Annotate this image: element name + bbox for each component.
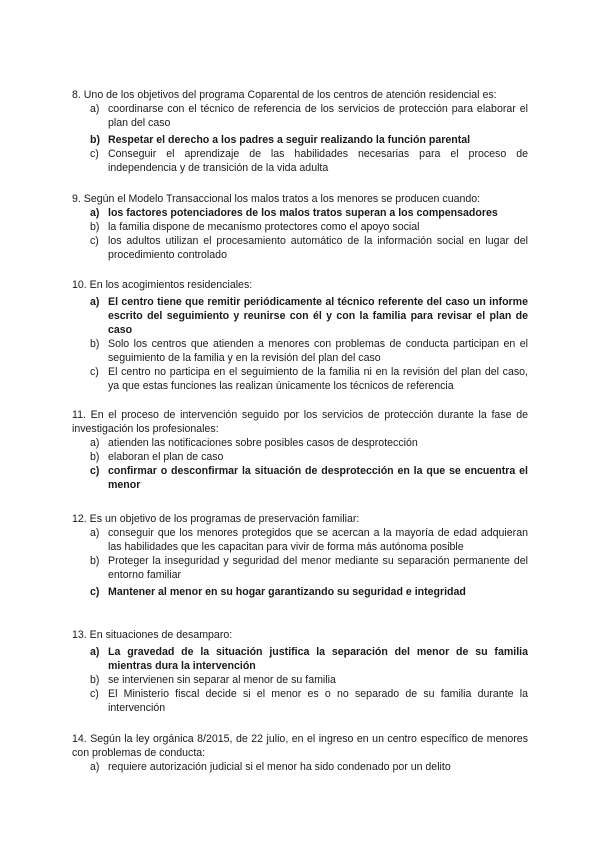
option-c-answer bbox=[72, 464, 528, 492]
option-label: b) bbox=[90, 451, 100, 463]
option-text: confirmar o desconfirmar la situación de desprotección en la que se encuentra el menor bbox=[108, 465, 528, 491]
option-text: la familia dispone de mecanismo protectores como el apoyo social bbox=[108, 221, 420, 233]
question-12 bbox=[72, 512, 528, 599]
option-label: b) bbox=[90, 134, 100, 146]
option-text: La gravedad de la situación justifica la separación del menor de su familia mientras dura la intervención bbox=[108, 646, 528, 672]
option-label: a) bbox=[90, 103, 100, 115]
option-label: c) bbox=[90, 148, 99, 160]
option-c bbox=[72, 687, 528, 715]
option-text: Conseguir el aprendizaje de las habilidades necesarias para el proceso de independencia y de transición de la vida adulta bbox=[108, 148, 528, 174]
option-list bbox=[72, 436, 528, 492]
question-stem: 12. Es un objetivo de los programas de preservación familiar: bbox=[72, 513, 360, 525]
question-stem: 11. En el proceso de intervención seguido por los servicios de protección durante la fase de investigación los profesionales: bbox=[72, 409, 528, 435]
option-label: c) bbox=[90, 366, 99, 378]
question-10 bbox=[72, 278, 528, 393]
question-stem: 8. Uno de los objetivos del programa Coparental de los centros de atención residencial es: bbox=[72, 89, 497, 101]
option-a bbox=[72, 526, 528, 554]
option-label: c) bbox=[90, 688, 99, 700]
option-b bbox=[72, 450, 528, 464]
question-11 bbox=[72, 408, 528, 492]
option-list bbox=[72, 295, 528, 393]
option-label: a) bbox=[90, 761, 100, 773]
option-text: conseguir que los menores protegidos que se acercan a la mayoría de edad adquieran las habilidades que les capacitan para vivir de forma más autónoma posible bbox=[108, 527, 528, 553]
option-label: a) bbox=[90, 646, 100, 658]
option-text: los adultos utilizan el procesamiento automático de la información social en lugar del procedimiento controlado bbox=[108, 235, 528, 261]
option-label: c) bbox=[90, 465, 100, 477]
question-14 bbox=[72, 732, 528, 774]
option-c bbox=[72, 234, 528, 262]
option-text: El Ministerio fiscal decide si el menor es o no separado de su familia durante la intervención bbox=[108, 688, 528, 714]
option-text: Mantener al menor en su hogar garantizando su seguridad e integridad bbox=[108, 586, 466, 598]
option-c bbox=[72, 365, 528, 393]
option-a-answer bbox=[72, 295, 528, 337]
option-text: Proteger la inseguridad y seguridad del menor mediante su separación permanente del entorno familiar bbox=[108, 555, 528, 581]
option-text: los factores potenciadores de los malos tratos superan a los compensadores bbox=[108, 207, 498, 219]
option-list bbox=[72, 206, 528, 262]
question-stem: 9. Según el Modelo Transaccional los malos tratos a los menores se producen cuando: bbox=[72, 193, 481, 205]
option-list bbox=[72, 645, 528, 715]
option-list bbox=[72, 760, 528, 774]
option-label: b) bbox=[90, 674, 100, 686]
option-label: b) bbox=[90, 555, 100, 567]
option-list bbox=[72, 102, 528, 175]
option-b-answer bbox=[72, 133, 528, 147]
option-b bbox=[72, 220, 528, 234]
option-label: a) bbox=[90, 527, 100, 539]
option-label: c) bbox=[90, 235, 99, 247]
option-a-answer bbox=[72, 206, 528, 220]
option-label: c) bbox=[90, 586, 100, 598]
option-label: a) bbox=[90, 296, 100, 308]
question-stem: 13. En situaciones de desamparo: bbox=[72, 629, 233, 641]
option-a-answer bbox=[72, 645, 528, 673]
question-8 bbox=[72, 88, 528, 175]
option-text: El centro tiene que remitir periódicamente al técnico referente del caso un informe escrito del seguimiento y reunirse con él y con la familia para revisar el plan de caso bbox=[108, 296, 528, 336]
option-text: Respetar el derecho a los padres a seguir realizando la función parental bbox=[108, 134, 471, 146]
option-list bbox=[72, 526, 528, 599]
option-label: b) bbox=[90, 338, 100, 350]
option-text: se intervienen sin separar al menor de su familia bbox=[108, 674, 336, 686]
option-text: requiere autorización judicial si el menor ha sido condenado por un delito bbox=[108, 761, 451, 773]
option-text: Solo los centros que atienden a menores con problemas de conducta participan en el seguimiento de la familia y en la revisión del plan del caso bbox=[108, 338, 528, 364]
option-c-answer bbox=[72, 585, 528, 599]
option-text: coordinarse con el técnico de referencia de los servicios de protección para elaborar el plan del caso bbox=[108, 103, 528, 129]
option-label: a) bbox=[90, 207, 100, 219]
option-a bbox=[72, 760, 528, 774]
option-label: b) bbox=[90, 221, 100, 233]
option-a bbox=[72, 436, 528, 450]
question-13 bbox=[72, 628, 528, 715]
option-text: atienden las notificaciones sobre posibles casos de desprotección bbox=[108, 437, 418, 449]
option-label: a) bbox=[90, 437, 100, 449]
question-stem: 14. Según la ley orgánica 8/2015, de 22 julio, en el ingreso en un centro específico de menores con problemas de conducta: bbox=[72, 733, 528, 759]
option-c bbox=[72, 147, 528, 175]
option-b bbox=[72, 673, 528, 687]
option-text: elaboran el plan de caso bbox=[108, 451, 224, 463]
option-b bbox=[72, 554, 528, 582]
question-stem: 10. En los acogimientos residenciales: bbox=[72, 279, 253, 291]
option-b bbox=[72, 337, 528, 365]
question-9 bbox=[72, 192, 528, 262]
option-text: El centro no participa en el seguimiento de la familia ni en la revisión del plan del caso, ya que estas funciones las realizan únicamente los técnicos de referencia bbox=[108, 366, 528, 392]
option-a bbox=[72, 102, 528, 130]
